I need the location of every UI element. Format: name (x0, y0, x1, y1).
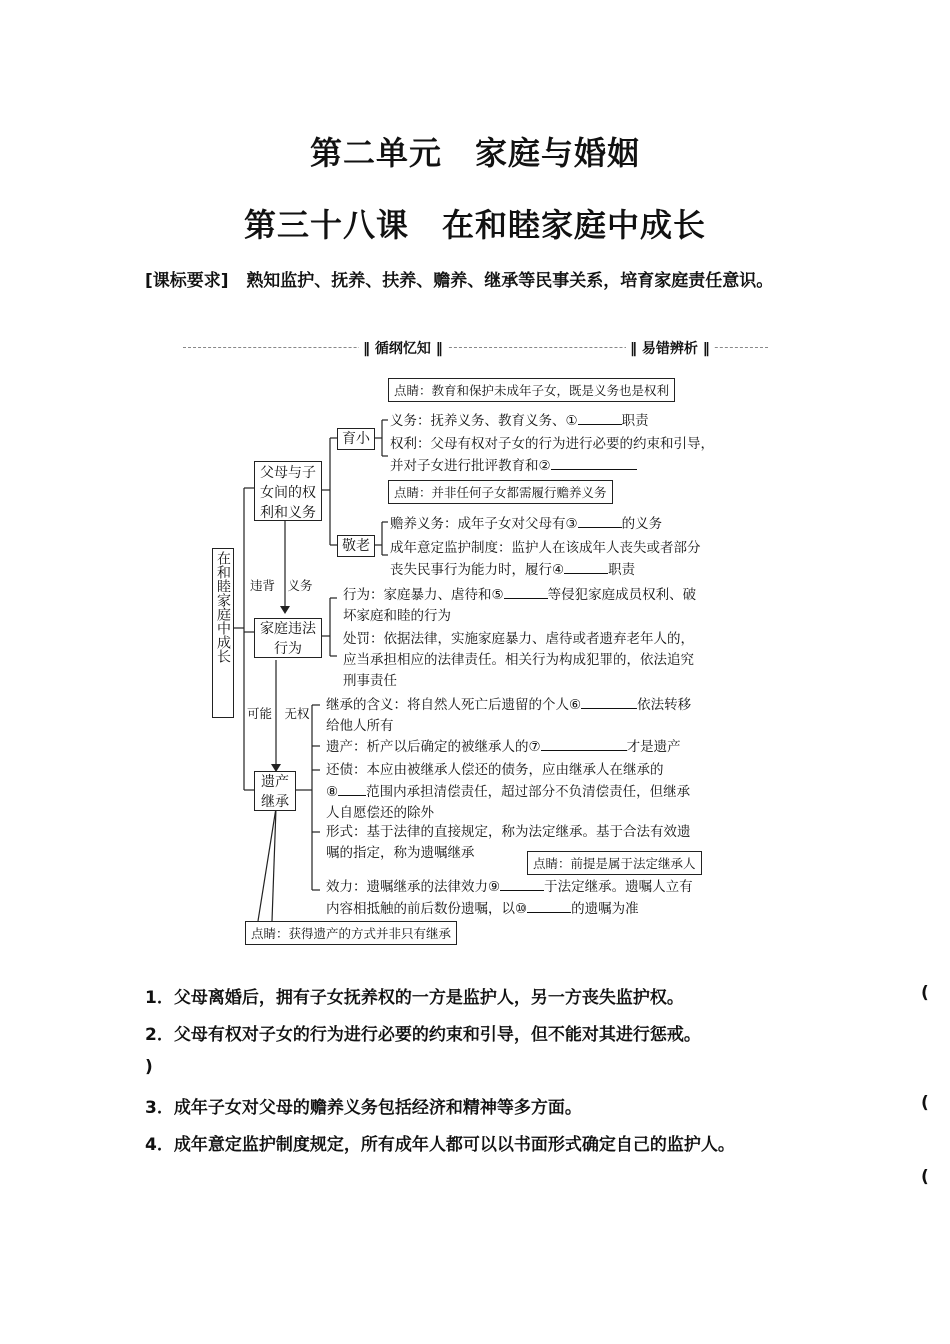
support-duty: 赡养义务：成年子女对父母有③ 的义务 (390, 513, 662, 535)
will-effect: 效力：遗嘱继承的法律效力⑨ 于法定继承。遗嘱人立有 内容相抵触的前后数份遗嘱，以⑩ 的遗嘱为准 (326, 876, 693, 920)
root-node: 在和睦家庭中成长 (212, 548, 234, 718)
answer-paren-2[interactable]: ) (145, 1057, 153, 1077)
lesson-title: 第三十八课 在和睦家庭中成长 (243, 206, 706, 244)
section-right-label: ‖ 易错辨析 ‖ (626, 338, 714, 358)
section-left-label: ‖ 循纲忆知 ‖ (359, 338, 447, 358)
nurture-duty: 义务：抚养义务、教育义务、① 职责 (390, 410, 649, 432)
node-violation: 家庭违法行为 (254, 618, 322, 658)
node-rights: 父母与子女间的权利和义务 (254, 461, 322, 521)
question-3: 3．成年子女对父母的赡养义务包括经济和精神等多方面。 (145, 1098, 582, 1118)
note-box-2: 点睛：并非任何子女都需履行赡养义务 (388, 480, 613, 504)
violation-punishment: 处罚：依据法律，实施家庭暴力、虐待或者遗弃老年人的， 应当承担相应的法律责任。相关行为构成犯罪的，依法追究 刑事责任 (343, 631, 694, 689)
violation-acts: 行为：家庭暴力、虐待和⑤ 等侵犯家庭成员权利、破 坏家庭和睦的行为 (343, 584, 696, 627)
answer-paren-1[interactable]: ( (921, 983, 929, 1003)
node-respect: 敬老 (337, 535, 375, 557)
question-1: 1．父母离婚后，拥有子女抚养权的一方是监护人，另一方丧失监护权。 (145, 988, 684, 1008)
inheritance-meaning: 继承的含义：将自然人死亡后遗留的个人⑥ 依法转移 给他人所有 (326, 694, 691, 737)
node-nurture: 育小 (337, 428, 375, 450)
nurture-right: 权利：父母有权对子女的行为进行必要的约束和引导， 并对子女进行批评教育和② (390, 436, 714, 474)
edge-label-noright: 可能 无权 (247, 706, 310, 721)
question-4: 4．成年意定监护制度规定，所有成年人都可以以书面形式确定自己的监护人。 (145, 1135, 735, 1155)
edge-label-violate: 违背 义务 (250, 578, 313, 593)
requirement-label: [课标要求] (145, 271, 229, 291)
note-box-3: 点睛：前提是属于法定继承人 (527, 851, 702, 875)
answer-paren-3[interactable]: ( (921, 1093, 929, 1113)
debt-repayment: 还债：本应由被继承人偿还的债务，应由继承人在继承的 ⑧ 范围内承担清偿责任，超过部分不负清偿责任，但继承 人自愿偿还的除外 (326, 762, 691, 821)
question-2: 2．父母有权对子女的行为进行必要的约束和引导，但不能对其进行惩戒。 (145, 1025, 701, 1045)
note-box-1: 点睛：教育和保护未成年子女，既是义务也是权利 (388, 378, 675, 402)
unit-title: 第二单元 家庭与婚姻 (309, 134, 640, 172)
note-box-4: 点睛：获得遗产的方式并非只有继承 (245, 921, 457, 945)
answer-paren-4[interactable]: ( (921, 1167, 929, 1187)
node-inheritance: 遗产继承 (254, 771, 296, 811)
inheritance-form: 形式：基于法律的直接规定，称为法定继承。基于合法有效遗 嘱的指定，称为遗嘱继承 (326, 824, 691, 861)
requirement-text: 熟知监护、抚养、扶养、赡养、继承等民事关系，培育家庭责任意识。 (246, 271, 774, 291)
guardianship-system: 成年意定监护制度：监护人在该成年人丧失或者部分 丧失民事行为能力时，履行④ 职责 (390, 540, 701, 578)
estate-definition: 遗产：析产以后确定的被继承人的⑦ 才是遗产 (326, 736, 681, 758)
